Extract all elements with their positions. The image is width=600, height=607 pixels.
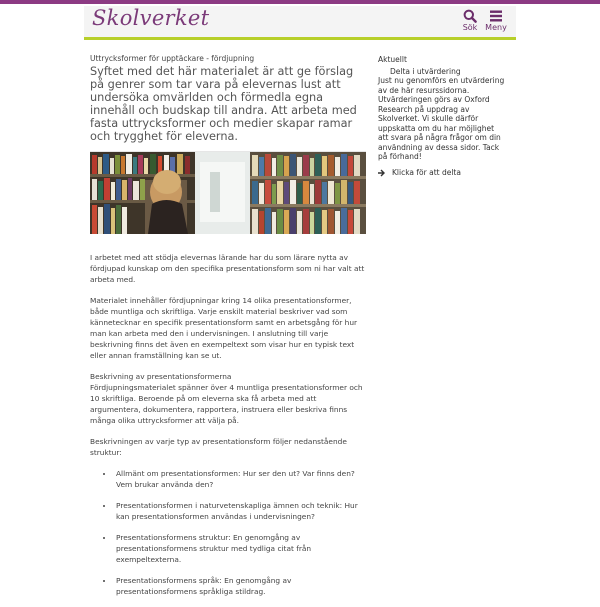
search-icon [463,9,477,23]
section-text: Fördjupningsmaterialet spänner över 4 muntliga presentationsformer och 10 skriftliga. Beroende på om eleverna ska få arbeta med att argumentera, dokumentera, rapportera, instruera eller beskriva finns många olika uttrycksformer att välja på. [90,383,363,425]
sidebar-news [378,55,506,177]
sidebar-title: Aktuellt [378,55,407,64]
top-stripe [0,0,600,4]
participate-link[interactable] [378,168,506,178]
list-item: • Presentationsformens struktur: En genomgång av presentationsformens struktur med tydliga citat från exempeltexterna. [114,532,366,565]
evaluation-text: Just nu genomförs en utvärdering av de här resurssidorna. Utvärderingen görs av Oxford Research på uppdrag av Skolverket. Vi skulle därför uppskatta om du har möjlighet att svara på några frågor om din användning av dessa sidor. Tack på förhand! [378,76,505,161]
evaluation-link[interactable] [378,67,506,77]
breadcrumb[interactable]: Uttrycksformer för upptäckare - fördjupning [90,54,255,63]
library-photo [90,152,366,234]
hamburger-menu-icon [489,9,503,23]
hero-image-library [90,151,366,234]
menu-button[interactable] [484,9,508,32]
article-body [90,252,366,597]
participate-link-label: Klicka för att delta [392,167,461,177]
section-heading: Beskrivning av presentationsformerna [90,372,232,381]
menu-label: Meny [485,23,507,32]
article-paragraph: I arbetet med att stödja elevernas lärande har du som lärare nytta av fördjupad kunskap om den specifika presentationsform som ni har valt att arbeta med. [90,253,365,284]
list-item: • Presentationsformen i naturvetenskapliga ämnen och teknik: Hur kan presentationsformen användas i undervisningen? [114,500,366,522]
search-label: Sök [462,23,478,32]
article-paragraph: Materialet innehåller fördjupningar kring 14 olika presentationsformer, både muntliga och skriftliga. Varje enskilt material beskriver vad som kännetecknar en specifik presentationsform samt en arbetsgång för hur man kan arbeta med den i undervisningen. I anslutning till varje beskrivning finns det även en exempeltext som visar hur en typisk text eller annan framställning kan se ut. [90,296,358,360]
main-content [90,54,366,607]
search-button[interactable] [460,9,480,32]
structure-list [90,468,366,597]
list-item: • Allmänt om presentationsformen: Hur ser den ut? Var finns den? Vem brukar använda den? [114,468,366,490]
header-accent-line [84,37,516,40]
article-lead: Syftet med det här materialet är att ge förslag på genrer som tar vara på elevernas lust att undersöka omvärlden och förmedla egna innehåll och budskap till andra. Att arbeta med fasta uttrycksformer och medier skapar ramar och trygghet för eleverna. [90,65,357,143]
section-block [90,371,366,426]
skolverket-logo[interactable]: Skolverket [92,6,210,30]
arrow-right-icon [378,169,386,177]
list-item: • Presentationsformens språk: En genomgång av presentationsformens språkliga stildrag. [114,575,366,597]
structure-intro: Beskrivningen av varje typ av presentationsform följer nedanstående struktur: [90,437,347,457]
evaluation-link-label: Delta i utvärdering [390,66,461,76]
